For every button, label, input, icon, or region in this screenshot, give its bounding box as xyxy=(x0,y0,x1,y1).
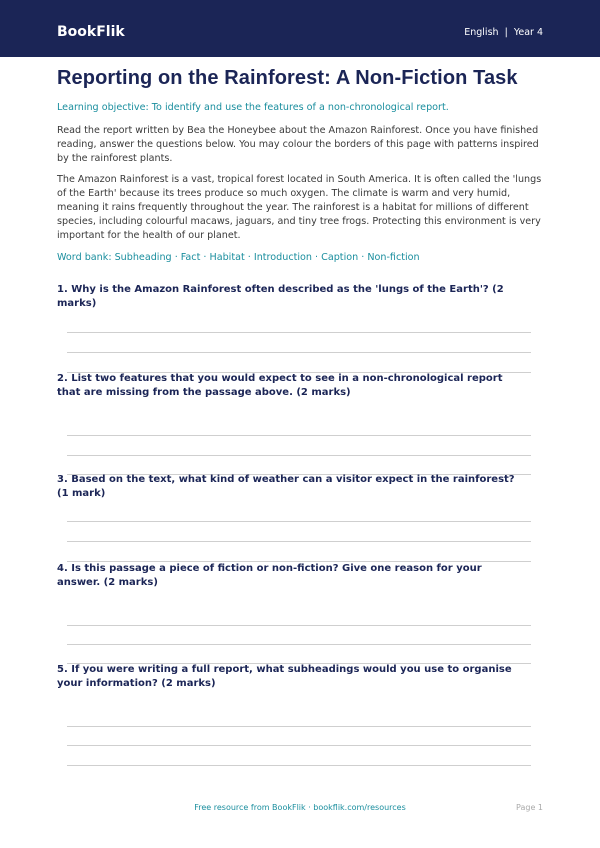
learning-objective: Learning objective: To identify and use the features of a non-chronological report. xyxy=(57,102,449,113)
word-bank: Word bank: Subheading · Fact · Habitat · Introduction · Caption · Non-fiction xyxy=(57,252,420,263)
answer-line[interactable] xyxy=(67,745,531,746)
instructions-text: Read the report written by Bea the Honeybee about the Amazon Rainforest. Once you have finished reading, answer the questions below. You may colour the borders of this page with patterns inspired by the rainforest plants. xyxy=(57,125,539,164)
question-4: 4. Is this passage a piece of fiction or non-fiction? Give one reason for your answer. (2 marks) xyxy=(57,563,482,588)
question-1: 1. Why is the Amazon Rainforest often described as the 'lungs of the Earth'? (2 marks) xyxy=(57,284,504,309)
answer-line[interactable] xyxy=(67,352,531,353)
page-title: Reporting on the Rainforest: A Non-Fiction Task xyxy=(57,67,518,89)
footer-text: Free resource from BookFlik · bookflik.com/resources xyxy=(194,803,406,812)
page-header xyxy=(0,0,600,57)
answer-line[interactable] xyxy=(67,455,531,456)
answer-line[interactable] xyxy=(67,625,531,626)
subject-year: English | Year 4 xyxy=(464,27,543,38)
question-5: 5. If you were writing a full report, what subheadings would you use to organise your information? (2 marks) xyxy=(57,664,512,689)
answer-line[interactable] xyxy=(67,521,531,522)
page-number: Page 1 xyxy=(516,803,543,812)
answer-line[interactable] xyxy=(67,726,531,727)
answer-line[interactable] xyxy=(67,765,531,766)
question-3: 3. Based on the text, what kind of weather can a visitor expect in the rainforest? (1 mark) xyxy=(57,474,515,499)
answer-line[interactable] xyxy=(67,332,531,333)
passage-text: The Amazon Rainforest is a vast, tropical forest located in South America. It is often called the 'lungs of the Earth' because its trees produce so much oxygen. The climate is warm and very humid, meaning it rains frequently throughout the year. The rainforest is a habitat for millions of different species, including colourful macaws, jaguars, and tiny tree frogs. Protecting this environment is very important for the health of our planet. xyxy=(57,174,542,241)
intro-section xyxy=(57,66,543,265)
question-2: 2. List two features that you would expect to see in a non-chronological report that are missing from the passage above. (2 marks) xyxy=(57,373,503,398)
answer-line[interactable] xyxy=(67,644,531,645)
brand-logo: BookFlik xyxy=(57,24,125,40)
answer-line[interactable] xyxy=(67,435,531,436)
answer-line[interactable] xyxy=(67,541,531,542)
